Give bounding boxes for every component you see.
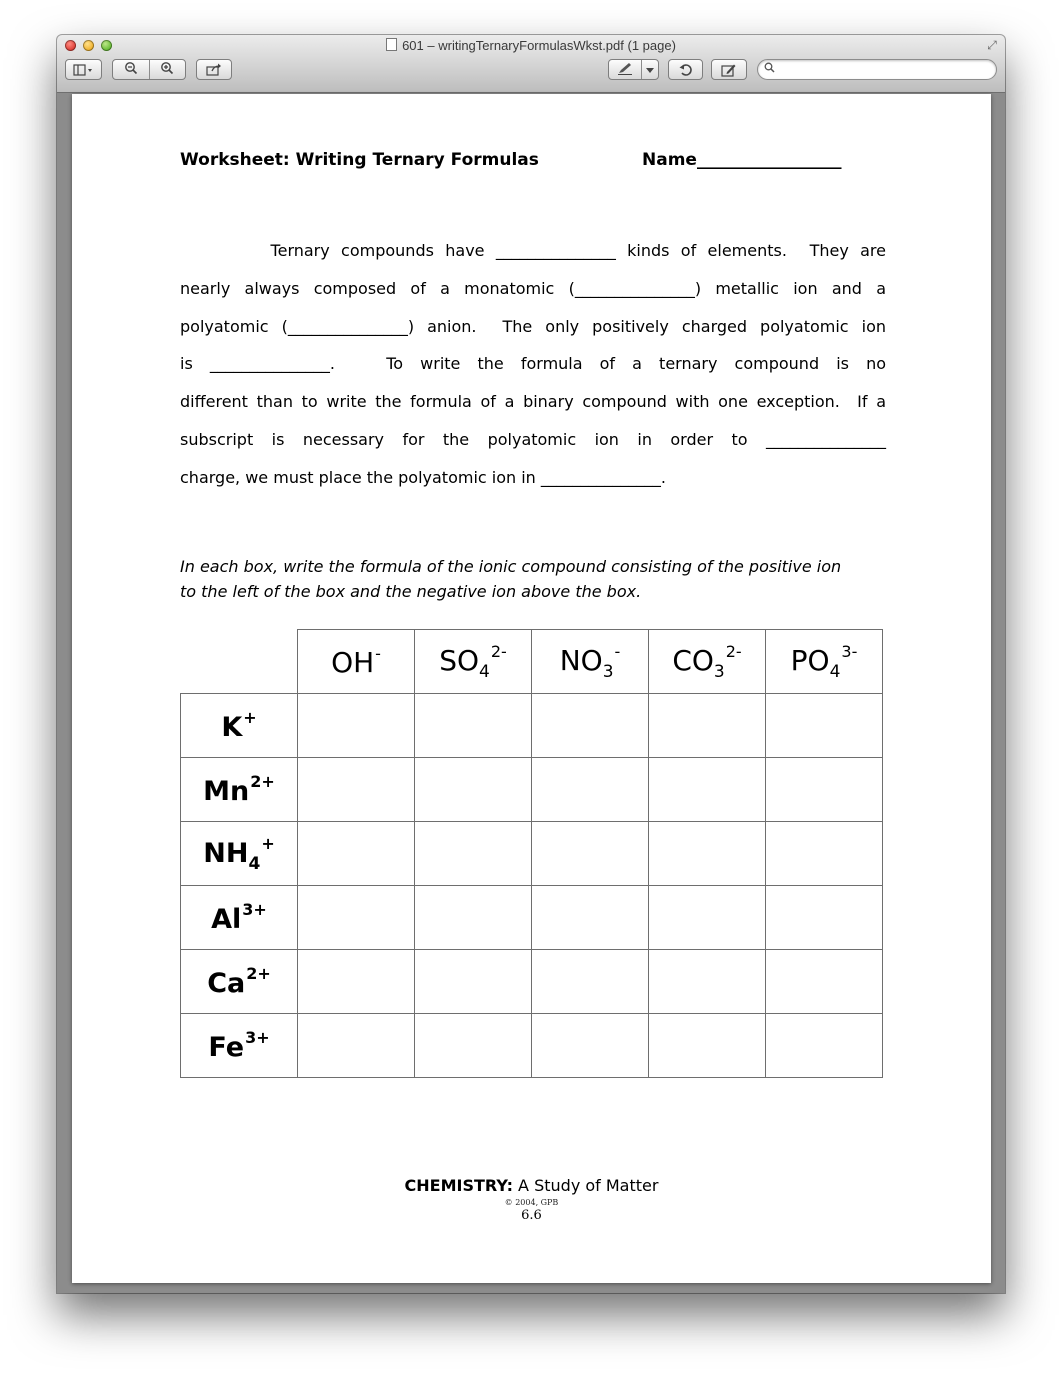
cation-label-symbol: Ca <box>207 968 246 999</box>
search-field[interactable] <box>757 59 997 80</box>
answer-cell[interactable] <box>649 694 766 758</box>
answer-cell[interactable] <box>415 950 532 1014</box>
cation-row <box>181 758 883 822</box>
anion-header-subscript: 4 <box>479 661 490 682</box>
paragraph-line: charge, we must place the polyatomic ion in _______________. <box>180 468 666 487</box>
answer-cell[interactable] <box>766 758 883 822</box>
share-icon <box>206 63 222 76</box>
footer-brand-name: CHEMISTRY: <box>404 1176 513 1195</box>
anion-header-charge: 2- <box>725 641 742 661</box>
cation-label-symbol: NH <box>203 837 249 869</box>
footer-copyright: © 2004, GPB <box>504 1198 559 1207</box>
answer-cell[interactable] <box>649 822 766 886</box>
cation-label-charge: 2+ <box>250 772 275 791</box>
rotate-icon <box>679 63 693 77</box>
annotate-pen-button[interactable] <box>609 62 641 78</box>
instructions-line: In each box, write the formula of the ionic compound consisting of the positive ion <box>180 557 842 576</box>
answer-cell[interactable] <box>766 822 883 886</box>
anion-header-symbol: OH <box>331 646 375 679</box>
answer-cell[interactable] <box>415 822 532 886</box>
answer-cell[interactable] <box>298 1014 415 1078</box>
answer-cell[interactable] <box>649 950 766 1014</box>
answer-cell[interactable] <box>298 694 415 758</box>
annotate-button <box>608 59 659 80</box>
search-icon <box>764 62 775 76</box>
anion-header <box>766 630 883 694</box>
sidebar-toggle-icon <box>73 64 95 76</box>
footer-subtitle: A Study of Matter <box>512 1176 659 1195</box>
anion-header-charge: - <box>614 641 621 661</box>
cation-label-charge: + <box>261 833 275 853</box>
grid-corner <box>181 630 298 694</box>
anion-header-row <box>181 630 883 694</box>
fullscreen-icon[interactable]: ⤢ <box>987 38 997 52</box>
answer-cell[interactable] <box>766 886 883 950</box>
formula-grid <box>180 629 883 1078</box>
anion-header-charge: 2- <box>490 641 507 661</box>
share-button[interactable] <box>196 59 232 80</box>
cation-label-symbol: Al <box>211 904 242 935</box>
preview-window <box>57 35 1005 1293</box>
paragraph-line: nearly always composed of a monatomic (_______________) metallic ion and a <box>180 279 886 298</box>
answer-cell[interactable] <box>766 950 883 1014</box>
answer-cell[interactable] <box>649 1014 766 1078</box>
answer-cell[interactable] <box>298 886 415 950</box>
footer-brand <box>72 1176 991 1195</box>
answer-cell[interactable] <box>532 886 649 950</box>
answer-cell[interactable] <box>532 1014 649 1078</box>
answer-cell[interactable] <box>298 950 415 1014</box>
answer-cell[interactable] <box>298 822 415 886</box>
answer-cell[interactable] <box>766 694 883 758</box>
answer-cell[interactable] <box>298 758 415 822</box>
cation-label-charge: + <box>243 708 257 727</box>
answer-cell[interactable] <box>415 1014 532 1078</box>
cation-row <box>181 822 883 886</box>
paragraph-line: subscript is necessary for the polyatomic ion in order to _______________ <box>180 430 886 449</box>
chevron-down-icon <box>646 68 654 74</box>
cation-label <box>181 1014 298 1078</box>
anion-header-symbol: NO <box>559 643 603 677</box>
anion-header <box>415 630 532 694</box>
cation-label-charge: 3+ <box>245 1028 270 1047</box>
pdf-document-icon <box>386 38 397 51</box>
instructions <box>180 554 886 604</box>
name-field-label: Name_________________ <box>642 150 842 170</box>
window-title: 601 – writingTernaryFormulasWkst.pdf (1 page) <box>57 38 1005 53</box>
answer-cell[interactable] <box>532 950 649 1014</box>
document-viewport[interactable] <box>57 93 1005 1293</box>
answer-cell[interactable] <box>532 822 649 886</box>
anion-header-charge: 3- <box>841 641 858 661</box>
anion-header <box>532 630 649 694</box>
anion-header-symbol: PO <box>790 643 830 677</box>
anion-header-subscript: 3 <box>713 661 725 682</box>
cation-row <box>181 886 883 950</box>
anion-header <box>298 630 415 694</box>
intro-paragraph <box>180 232 886 498</box>
anion-header-subscript: 4 <box>829 661 841 682</box>
cation-label <box>181 886 298 950</box>
cation-row <box>181 1014 883 1078</box>
cation-row <box>181 694 883 758</box>
pdf-page <box>72 94 991 1283</box>
anion-header-subscript: 3 <box>602 661 614 682</box>
paragraph-line: different than to write the formula of a binary compound with one exception. If a <box>180 392 886 411</box>
zoom-out-button[interactable] <box>113 61 149 78</box>
sidebar-view-button[interactable] <box>65 59 102 80</box>
zoom-out-icon <box>124 61 138 75</box>
answer-cell[interactable] <box>649 758 766 822</box>
anion-header <box>649 630 766 694</box>
cation-label-symbol: Mn <box>203 776 250 807</box>
page-number: 6.6 <box>521 1208 542 1223</box>
answer-cell[interactable] <box>532 694 649 758</box>
search-input[interactable] <box>780 61 994 80</box>
edit-toolbar-icon <box>721 63 737 77</box>
cation-label-charge: 3+ <box>242 900 267 919</box>
answer-cell[interactable] <box>532 758 649 822</box>
cation-label-symbol: Fe <box>208 1032 245 1063</box>
answer-cell[interactable] <box>766 1014 883 1078</box>
paragraph-line: is _______________. To write the formula of a ternary compound is no <box>180 354 886 373</box>
edit-toolbar-button[interactable] <box>711 59 747 80</box>
cation-label-subscript: 4 <box>248 853 261 874</box>
anion-header-symbol: CO <box>672 643 714 677</box>
instructions-line: to the left of the box and the negative ion above the box. <box>180 582 642 601</box>
worksheet-heading <box>180 150 886 172</box>
answer-cell[interactable] <box>649 886 766 950</box>
cation-label <box>181 694 298 758</box>
cation-label <box>181 950 298 1014</box>
title-bar <box>57 35 1005 93</box>
rotate-button[interactable] <box>668 59 703 80</box>
anion-header-symbol: SO <box>439 643 480 677</box>
paragraph-line: polyatomic (_______________) anion. The only positively charged polyatomic ion <box>180 317 886 336</box>
cation-row <box>181 950 883 1014</box>
cation-label-charge: 2+ <box>246 964 271 983</box>
cation-label <box>181 758 298 822</box>
paragraph-line: Ternary compounds have _______________ kinds of elements. They are <box>180 241 886 260</box>
answer-cell[interactable] <box>415 758 532 822</box>
zoom-control <box>112 59 186 80</box>
pen-icon <box>617 62 633 75</box>
worksheet-title: Worksheet: Writing Ternary Formulas <box>180 150 539 170</box>
annotate-menu-button[interactable] <box>642 63 658 77</box>
cation-label <box>181 822 298 886</box>
zoom-in-icon <box>160 61 174 75</box>
answer-cell[interactable] <box>415 694 532 758</box>
zoom-in-button[interactable] <box>150 61 186 78</box>
anion-header-charge: - <box>375 644 381 663</box>
cation-label-symbol: K <box>221 712 243 743</box>
answer-cell[interactable] <box>415 886 532 950</box>
